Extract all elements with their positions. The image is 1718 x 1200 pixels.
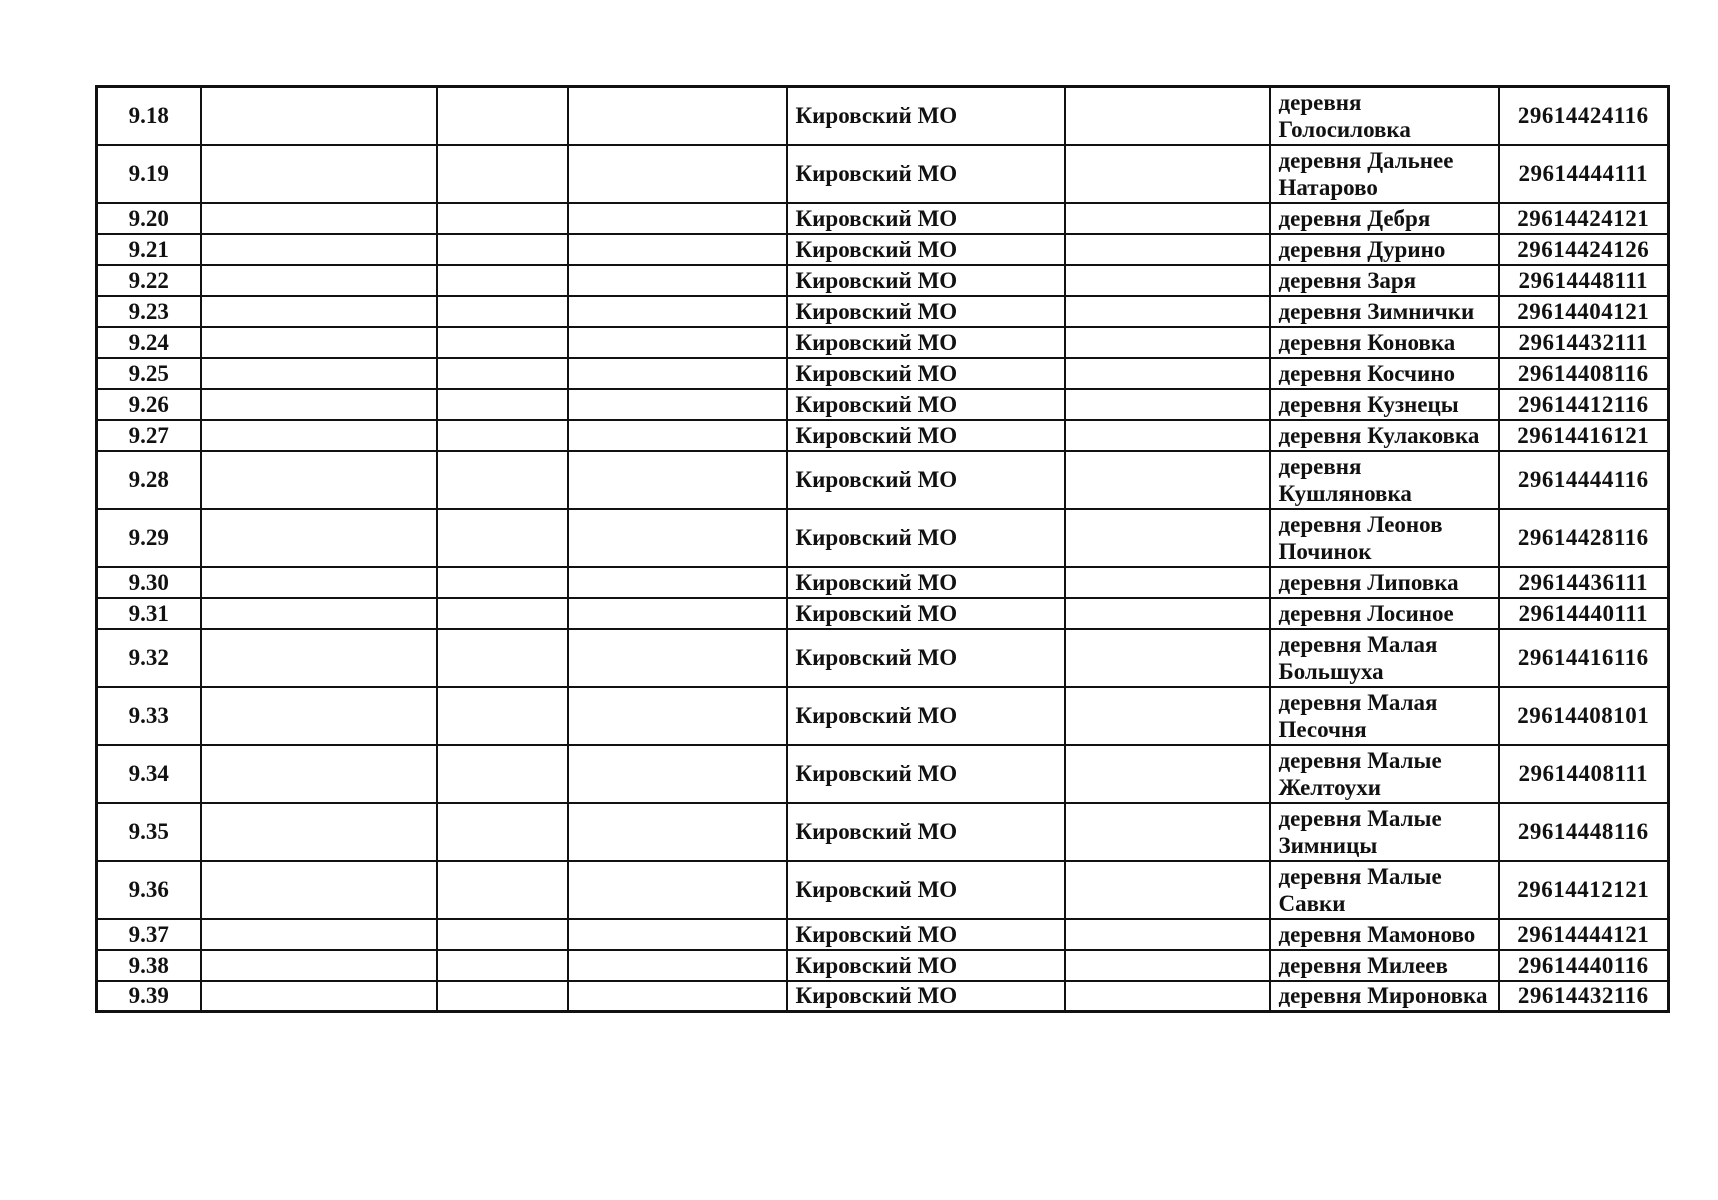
empty-cell [1065,203,1270,234]
empty-cell [1065,451,1270,509]
empty-cell [568,420,787,451]
empty-cell [1065,803,1270,861]
empty-cell [1065,745,1270,803]
oktmo-code-cell: 29614448111 [1499,265,1669,296]
oktmo-code-cell: 29614408101 [1499,687,1669,745]
locality-cell: деревня Кузнецы [1270,389,1499,420]
table-row [97,598,1669,629]
row-number-cell: 9.37 [97,919,201,950]
municipality-cell: Кировский МО [787,265,1065,296]
oktmo-code-cell: 29614408111 [1499,745,1669,803]
table-row [97,687,1669,745]
oktmo-code-cell: 29614444111 [1499,145,1669,203]
settlements-table [95,85,1670,1013]
oktmo-code-cell: 29614424116 [1499,87,1669,145]
empty-cell [1065,509,1270,567]
municipality-cell: Кировский МО [787,598,1065,629]
municipality-cell: Кировский МО [787,234,1065,265]
empty-cell [568,629,787,687]
empty-cell [437,451,568,509]
empty-cell [1065,265,1270,296]
empty-cell [568,265,787,296]
municipality-cell: Кировский МО [787,567,1065,598]
empty-cell [1065,327,1270,358]
table-row [97,203,1669,234]
table-row [97,950,1669,981]
empty-cell [201,451,437,509]
table-row [97,981,1669,1012]
municipality-cell: Кировский МО [787,687,1065,745]
empty-cell [568,919,787,950]
empty-cell [201,265,437,296]
empty-cell [568,803,787,861]
oktmo-code-cell: 29614416116 [1499,629,1669,687]
table-row [97,87,1669,145]
municipality-cell: Кировский МО [787,629,1065,687]
oktmo-code-cell: 29614424121 [1499,203,1669,234]
locality-cell: деревня Малые Савки [1270,861,1499,919]
row-number-cell: 9.19 [97,145,201,203]
oktmo-code-cell: 29614440111 [1499,598,1669,629]
row-number-cell: 9.31 [97,598,201,629]
oktmo-code-cell: 29614432116 [1499,981,1669,1012]
empty-cell [201,919,437,950]
locality-cell: деревня Леонов Починок [1270,509,1499,567]
empty-cell [1065,358,1270,389]
locality-cell: деревня Косчино [1270,358,1499,389]
empty-cell [437,420,568,451]
empty-cell [437,803,568,861]
empty-cell [437,87,568,145]
empty-cell [437,358,568,389]
empty-cell [568,567,787,598]
municipality-cell: Кировский МО [787,950,1065,981]
oktmo-code-cell: 29614444121 [1499,919,1669,950]
row-number-cell: 9.21 [97,234,201,265]
row-number-cell: 9.33 [97,687,201,745]
oktmo-code-cell: 29614444116 [1499,451,1669,509]
empty-cell [437,745,568,803]
empty-cell [1065,950,1270,981]
empty-cell [201,629,437,687]
empty-cell [568,687,787,745]
row-number-cell: 9.36 [97,861,201,919]
oktmo-code-cell: 29614448116 [1499,803,1669,861]
empty-cell [1065,420,1270,451]
empty-cell [201,389,437,420]
empty-cell [437,509,568,567]
municipality-cell: Кировский МО [787,981,1065,1012]
municipality-cell: Кировский МО [787,420,1065,451]
empty-cell [568,598,787,629]
empty-cell [201,87,437,145]
empty-cell [437,687,568,745]
municipality-cell: Кировский МО [787,327,1065,358]
empty-cell [201,861,437,919]
empty-cell [437,145,568,203]
empty-cell [437,629,568,687]
empty-cell [201,234,437,265]
row-number-cell: 9.38 [97,950,201,981]
table-row [97,358,1669,389]
empty-cell [437,919,568,950]
oktmo-code-cell: 29614424126 [1499,234,1669,265]
table-row [97,745,1669,803]
municipality-cell: Кировский МО [787,203,1065,234]
row-number-cell: 9.22 [97,265,201,296]
locality-cell: деревня Малые Зимницы [1270,803,1499,861]
empty-cell [568,861,787,919]
locality-cell: деревня Дебря [1270,203,1499,234]
table-row [97,265,1669,296]
empty-cell [568,358,787,389]
table-row [97,803,1669,861]
empty-cell [437,981,568,1012]
oktmo-code-cell: 29614412116 [1499,389,1669,420]
empty-cell [201,203,437,234]
empty-cell [437,296,568,327]
municipality-cell: Кировский МО [787,145,1065,203]
empty-cell [1065,861,1270,919]
empty-cell [568,950,787,981]
empty-cell [201,145,437,203]
locality-cell: деревня Липовка [1270,567,1499,598]
oktmo-code-cell: 29614404121 [1499,296,1669,327]
empty-cell [201,950,437,981]
oktmo-code-cell: 29614412121 [1499,861,1669,919]
table-row [97,327,1669,358]
empty-cell [201,687,437,745]
empty-cell [568,145,787,203]
municipality-cell: Кировский МО [787,509,1065,567]
row-number-cell: 9.29 [97,509,201,567]
empty-cell [568,296,787,327]
empty-cell [201,296,437,327]
municipality-cell: Кировский МО [787,861,1065,919]
table-row [97,296,1669,327]
table-row [97,509,1669,567]
empty-cell [437,950,568,981]
locality-cell: деревня Коновка [1270,327,1499,358]
row-number-cell: 9.34 [97,745,201,803]
oktmo-code-cell: 29614432111 [1499,327,1669,358]
locality-cell: деревня Дурино [1270,234,1499,265]
empty-cell [568,234,787,265]
empty-cell [1065,567,1270,598]
table-row [97,389,1669,420]
municipality-cell: Кировский МО [787,87,1065,145]
municipality-cell: Кировский МО [787,451,1065,509]
empty-cell [1065,919,1270,950]
table-row [97,420,1669,451]
row-number-cell: 9.24 [97,327,201,358]
empty-cell [1065,234,1270,265]
locality-cell: деревня Дальнее Натарово [1270,145,1499,203]
empty-cell [437,327,568,358]
empty-cell [201,509,437,567]
locality-cell: деревня Малая Большуха [1270,629,1499,687]
row-number-cell: 9.20 [97,203,201,234]
row-number-cell: 9.28 [97,451,201,509]
empty-cell [1065,598,1270,629]
table-row [97,234,1669,265]
empty-cell [201,358,437,389]
locality-cell: деревня Мамоново [1270,919,1499,950]
locality-cell: деревня Милеев [1270,950,1499,981]
empty-cell [1065,296,1270,327]
row-number-cell: 9.27 [97,420,201,451]
row-number-cell: 9.26 [97,389,201,420]
oktmo-code-cell: 29614440116 [1499,950,1669,981]
oktmo-code-cell: 29614416121 [1499,420,1669,451]
empty-cell [201,745,437,803]
empty-cell [568,203,787,234]
locality-cell: деревня Кушляновка [1270,451,1499,509]
table-row [97,919,1669,950]
empty-cell [201,327,437,358]
row-number-cell: 9.32 [97,629,201,687]
row-number-cell: 9.25 [97,358,201,389]
empty-cell [437,265,568,296]
empty-cell [1065,145,1270,203]
oktmo-code-cell: 29614428116 [1499,509,1669,567]
table-body [97,87,1669,1012]
locality-cell: деревня Голосиловка [1270,87,1499,145]
empty-cell [201,803,437,861]
table-row [97,567,1669,598]
empty-cell [1065,389,1270,420]
locality-cell: деревня Зимнички [1270,296,1499,327]
locality-cell: деревня Малая Песочня [1270,687,1499,745]
table-row [97,861,1669,919]
locality-cell: деревня Малые Желтоухи [1270,745,1499,803]
empty-cell [201,567,437,598]
empty-cell [1065,87,1270,145]
empty-cell [568,451,787,509]
row-number-cell: 9.35 [97,803,201,861]
empty-cell [437,598,568,629]
table-row [97,451,1669,509]
municipality-cell: Кировский МО [787,745,1065,803]
row-number-cell: 9.18 [97,87,201,145]
locality-cell: деревня Заря [1270,265,1499,296]
municipality-cell: Кировский МО [787,389,1065,420]
empty-cell [568,981,787,1012]
row-number-cell: 9.30 [97,567,201,598]
empty-cell [1065,981,1270,1012]
empty-cell [1065,629,1270,687]
municipality-cell: Кировский МО [787,919,1065,950]
table-row [97,145,1669,203]
oktmo-code-cell: 29614436111 [1499,567,1669,598]
locality-cell: деревня Лосиное [1270,598,1499,629]
empty-cell [568,509,787,567]
empty-cell [1065,687,1270,745]
municipality-cell: Кировский МО [787,296,1065,327]
empty-cell [568,87,787,145]
municipality-cell: Кировский МО [787,803,1065,861]
oktmo-code-cell: 29614408116 [1499,358,1669,389]
empty-cell [201,981,437,1012]
empty-cell [437,234,568,265]
empty-cell [568,745,787,803]
empty-cell [568,389,787,420]
municipality-cell: Кировский МО [787,358,1065,389]
empty-cell [437,203,568,234]
empty-cell [201,598,437,629]
row-number-cell: 9.39 [97,981,201,1012]
empty-cell [437,389,568,420]
empty-cell [437,861,568,919]
row-number-cell: 9.23 [97,296,201,327]
empty-cell [201,420,437,451]
empty-cell [437,567,568,598]
table-row [97,629,1669,687]
locality-cell: деревня Мироновка [1270,981,1499,1012]
empty-cell [568,327,787,358]
locality-cell: деревня Кулаковка [1270,420,1499,451]
